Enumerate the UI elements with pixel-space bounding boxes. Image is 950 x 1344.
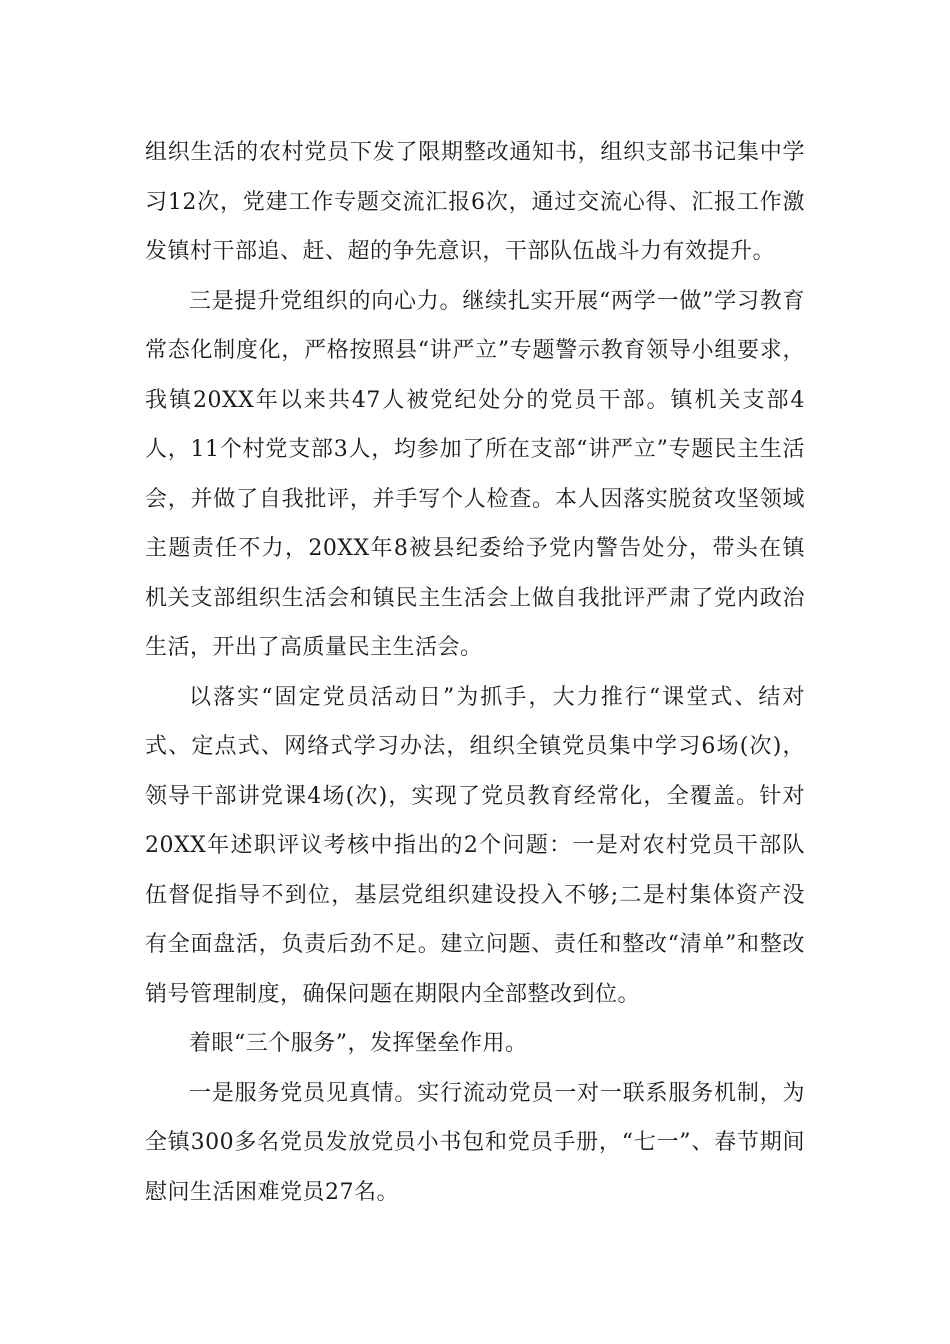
paragraph-3: 以落实“固定党员活动日”为抓手，大力推行“课堂式、结对式、定点式、网络式学习办法，组织全镇党员集中学习6场(次)，领导干部讲党课4场(次)，实现了党员教育经常化，全覆盖。针对20XX年述职评议考核中指出的2个问题：一是对农村党员干部队伍督促指导不到位，基层党组织建设投入不够;二是村集体资产没有全面盘活，负责后劲不足。建立问题、责任和整改“清单”和整改销号管理制度，确保问题在期限内全部整改到位。 [145, 684, 805, 1007]
document-body [145, 128, 805, 1217]
paragraph-2: 三是提升党组织的向心力。继续扎实开展“两学一做”学习教育常态化制度化，严格按照县“讲严立”专题警示教育领导小组要求，我镇20XX年以来共47人被党纪处分的党员干部。镇机关支部4人，11个村党支部3人，均参加了所在支部“讲严立”专题民主生活会，并做了自我批评，并手写个人检查。本人因落实脱贫攻坚领域主题责任不力，20XX年8被县纪委给予党内警告处分，带头在镇机关支部组织生活会和镇民主生活会上做自我批评严肃了党内政治生活，开出了高质量民主生活会。 [145, 288, 805, 660]
paragraph-1: 组织生活的农村党员下发了限期整改通知书，组织支部书记集中学习12次，党建工作专题交流汇报6次，通过交流心得、汇报工作激发镇村干部追、赶、超的争先意识，干部队伍战斗力有效提升。 [145, 140, 805, 264]
paragraph-5: 一是服务党员见真情。实行流动党员一对一联系服务机制，为全镇300多名党员发放党员小书包和党员手册，“七一”、春节期间慰问生活困难党员27名。 [145, 1080, 805, 1205]
paragraph-4: 着眼“三个服务”，发挥堡垒作用。 [189, 1031, 528, 1056]
